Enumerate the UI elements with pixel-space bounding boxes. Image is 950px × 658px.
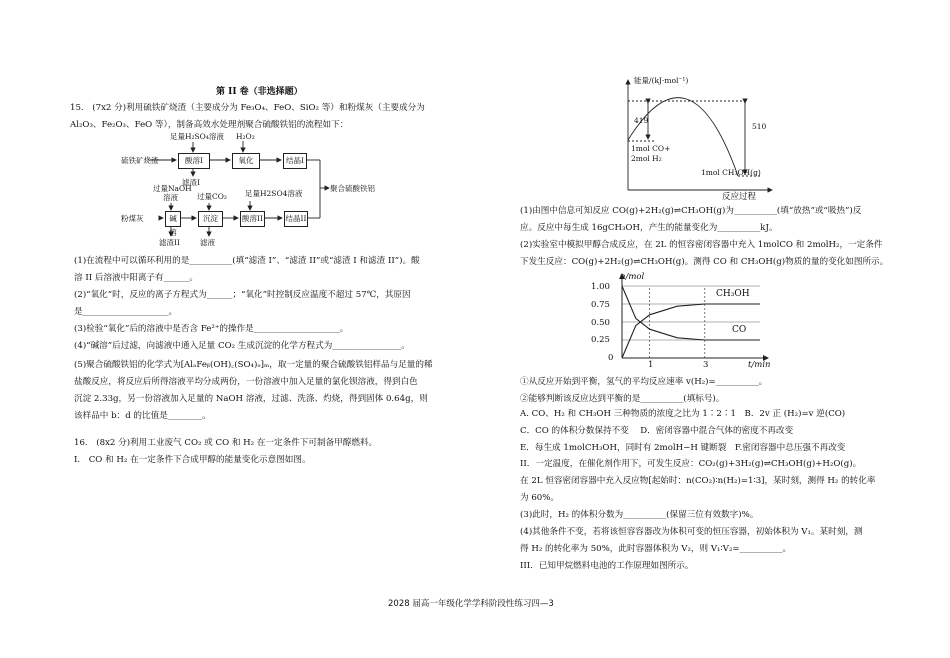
q15-part1-a: (1)在流程中可以循环利用的是__________(填“滤渣 I”、“滤渣 II”或“滤渣 I 和滤渣 II”)。酸 <box>74 256 420 266</box>
energy-value-510: 510 <box>752 122 767 131</box>
flow-reagent-naoh-solution: 溶液 <box>163 193 178 202</box>
q15-part2-a: (2)“氧化”时，反应的离子方程式为______；“氧化”时控制反应温度不超过 57℃，其原因 <box>74 290 411 300</box>
flow-reagent-h2o2: H₂O₂ <box>236 132 255 141</box>
flow-reagent-co2: 过量CO₂ <box>197 192 227 201</box>
r-ii-5: (4)其他条件不变，若将该恒容容器改为体积可变的恒压容器，初始体积为 V₁。某时刻，测 <box>520 527 863 537</box>
flow-residue-2: 滤渣II <box>159 238 180 247</box>
energy-reactant-2: 2mol H₂ <box>631 154 662 163</box>
r-option-e: E．每生成 1molCH₃OH，同时有 2molH−H 键断裂 F.密闭容器中总压强不再改变 <box>520 443 846 453</box>
q15-part3: (3)检验“氧化”后的溶液中是否含 Fe²⁺的操作是____________________。 <box>74 324 349 334</box>
series-label-co: CO <box>732 325 747 335</box>
r-part2-a: (2)实验室中模拟甲醇合成反应，在 2L 的恒容密闭容器中充入 1molCO 和 2molH₂，一定条件 <box>520 240 883 250</box>
r-ii-4: (3)此时，H₂ 的体积分数为__________(保留三位有效数字)%。 <box>520 510 759 520</box>
r-iii: III．已知甲烷燃料电池的工作原理如图所示。 <box>520 561 694 571</box>
q15-part5-a: (5)聚合硫酸铁铝的化学式为[AlₐFeᵦ(OH)꜀(SO₄)ₔ]ₘ，取一定量的聚合硫酸铁铝样品与足量的稀 <box>74 360 433 370</box>
q15-part1-b: 溶 II 后溶液中阳离子有______。 <box>74 273 198 283</box>
flow-filtrate: 滤液 <box>200 238 215 247</box>
q15-line1: 15. (7x2 分)利用硫铁矿烧渣（主要成分为 Fe₃O₄、FeO、SiO₂ 等）和粉煤灰（主要成分为 <box>70 103 425 113</box>
chart-xlabel: t/min <box>748 360 771 370</box>
r-part1-a: (1)由图中信息可知反应 CO(g)+2H₂(g)⇌CH₃OH(g)为__________(填“放热”或“吸热”)反 <box>520 206 862 216</box>
flow-box-acid-2: 酸溶II <box>240 211 265 227</box>
q15-part5-d: 该样品中 b：d 的比值是________。 <box>74 411 211 421</box>
energy-product: 1mol CH₃OH(g) <box>701 168 761 177</box>
r-part2-b: 下发生反应：CO(g)+2H₂(g)⇌CH₃OH(g)。测得 CO 和 CH₃OH(g)物质的量的变化如图所示。 <box>520 257 889 267</box>
flow-input-1: 硫铁矿烧渣 <box>121 156 159 165</box>
r-ii-3: 为 60%。 <box>520 493 560 503</box>
chart-ytick-1: 1.00 <box>591 282 610 292</box>
q15-part5-b: 盐酸反应，将反应后所得溶液平均分成两份，一份溶液中加入足量的氯化钡溶液，得到白色 <box>74 377 418 387</box>
energy-value-419: 419 <box>634 116 649 125</box>
flow-residue-1: 滤渣I <box>182 178 200 187</box>
energy-reactant-1: 1mol CO+ <box>631 144 671 153</box>
chart-xtick-2: 3 <box>703 360 709 370</box>
flow-box-precipitate: 沉淀 <box>198 211 223 227</box>
q15-part2-b: 是____________________。 <box>74 307 178 317</box>
q16-line2: I. CO 和 H₂ 在一定条件下合成甲醇的能量变化示意图如图。 <box>74 455 311 465</box>
section-title: 第 II 卷（非选择题） <box>216 87 303 97</box>
page-footer: 2028 届高一年级化学学科阶段性练习四—3 <box>388 599 554 609</box>
flow-reagent-h2so4-2: 足量H2SO4溶液 <box>245 189 303 198</box>
flow-box-oxidation: 氧化 <box>232 153 260 169</box>
flow-box-alkali: 碱溶 <box>165 211 181 227</box>
chart-ytick-4: 0.25 <box>591 335 610 345</box>
q16-line1: 16. (8x2 分)利用工业废气 CO₂ 或 CO 和 H₂ 在一定条件下可制备甲醇燃料。 <box>74 438 378 448</box>
chart-ylabel: n/mol <box>620 272 645 282</box>
flow-box-acid-1: 酸溶I <box>178 153 210 169</box>
chart-xtick-1: 1 <box>648 360 654 370</box>
r-c2: ②能够判断该反应达到平衡的是__________(填标号)。 <box>520 394 725 404</box>
energy-xlabel: 反应过程 <box>722 192 757 202</box>
flow-reagent-naoh: 过量NaOH <box>153 184 192 193</box>
chart-ytick-3: 0.50 <box>591 318 610 328</box>
q15-part5-c: 沉淀 2.33g，另一份溶液加入足量的 NaOH 溶液，过滤、洗涤、灼烧，得到固体 0.64g，则 <box>74 394 428 404</box>
r-c1: ①从反应开始到平衡，氢气的平均反应速率 v(H₂)=__________。 <box>520 377 768 387</box>
r-part1-b: 应。反应中每生成 16gCH₃OH，产生的能量变化为__________kJ。 <box>520 223 778 233</box>
r-option-c: C．CO 的体积分数保持不变 D．密闭容器中混合气体的密度不再改变 <box>520 426 794 436</box>
r-option-a: A. CO、H₂ 和 CH₃OH 三种物质的浓度之比为 1∶2∶1 B．2v 正 (H₂)=v 逆(CO) <box>520 409 846 419</box>
q15-part4: (4)“碱溶”后过滤，向滤液中通入足量 CO₂ 生成沉淀的化学方程式为________________。 <box>74 341 410 351</box>
chart-ytick-2: 0.75 <box>591 300 610 310</box>
chart-ytick-5: 0 <box>608 353 614 363</box>
series-label-ch3oh: CH₃OH <box>716 289 750 299</box>
q15-line2: Al₂O₃、Fe₂O₃、FeO 等），制备高效水处理剂聚合硫酸铁铝的流程如下： <box>70 120 349 130</box>
flow-product: 聚合硫酸铁铝 <box>330 184 375 193</box>
r-ii-1: II．一定温度，在催化剂作用下，可发生反应：CO₂(g)+3H₂(g)⇌CH₃OH(g)+H₂O(g)。 <box>520 459 862 469</box>
flow-box-crystal-2: 结晶II <box>284 211 308 227</box>
energy-ylabel: 能量/(kJ·mol⁻¹) <box>634 76 689 85</box>
flow-box-crystal-1: 结晶I <box>283 153 307 169</box>
r-ii-6: 得 H₂ 的转化率为 50%，此时容器体积为 V₂，则 V₁∶V₂=__________。 <box>520 544 792 554</box>
r-ii-2: 在 2L 恒容密闭容器中充入反应物[起始时：n(CO₂)∶n(H₂)=1∶3]，某时刻，测得 H₂ 的转化率 <box>520 476 876 486</box>
flow-reagent-h2so4: 足量H₂SO₄溶液 <box>170 132 224 141</box>
flow-input-2: 粉煤灰 <box>121 214 144 223</box>
